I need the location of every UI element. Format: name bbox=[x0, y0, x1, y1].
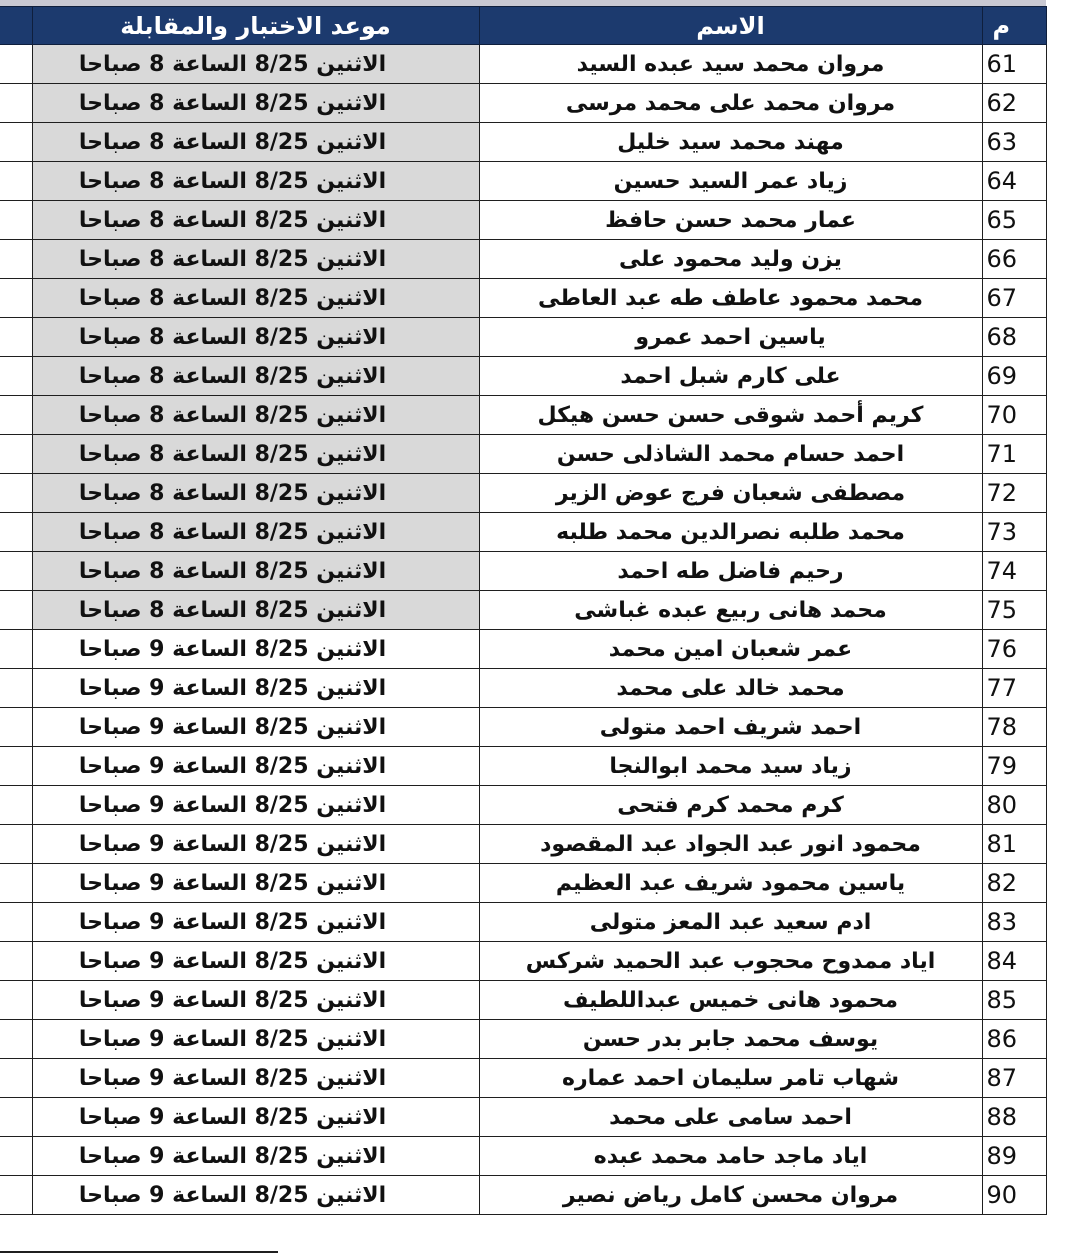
row-number: 83 bbox=[982, 903, 1046, 942]
exam-date: الاثنين 8/25 الساعة 8 صباحا bbox=[32, 435, 479, 474]
exam-date: الاثنين 8/25 الساعة 8 صباحا bbox=[32, 279, 479, 318]
exam-date: الاثنين 8/25 الساعة 8 صباحا bbox=[32, 123, 479, 162]
exam-date: الاثنين 8/25 الساعة 9 صباحا bbox=[32, 669, 479, 708]
row-number: 74 bbox=[982, 552, 1046, 591]
row-number: 84 bbox=[982, 942, 1046, 981]
extra-cell bbox=[0, 1176, 32, 1215]
exam-date: الاثنين 8/25 الساعة 9 صباحا bbox=[32, 825, 479, 864]
exam-date: الاثنين 8/25 الساعة 9 صباحا bbox=[32, 1176, 479, 1215]
table-row bbox=[0, 552, 1046, 591]
exam-date: الاثنين 8/25 الساعة 9 صباحا bbox=[32, 630, 479, 669]
table-row bbox=[0, 630, 1046, 669]
table-row bbox=[0, 591, 1046, 630]
row-number: 81 bbox=[982, 825, 1046, 864]
extra-cell bbox=[0, 591, 32, 630]
table-row bbox=[0, 942, 1046, 981]
extra-cell bbox=[0, 942, 32, 981]
exam-date: الاثنين 8/25 الساعة 8 صباحا bbox=[32, 45, 479, 84]
extra-cell bbox=[0, 552, 32, 591]
row-number: 77 bbox=[982, 669, 1046, 708]
extra-cell bbox=[0, 630, 32, 669]
row-number: 71 bbox=[982, 435, 1046, 474]
student-name: زياد عمر السيد حسين bbox=[479, 162, 982, 201]
exam-date: الاثنين 8/25 الساعة 9 صباحا bbox=[32, 1020, 479, 1059]
student-name: عمر شعبان امين محمد bbox=[479, 630, 982, 669]
table-row bbox=[0, 45, 1046, 84]
table-row bbox=[0, 1137, 1046, 1176]
table-row bbox=[0, 123, 1046, 162]
extra-cell bbox=[0, 1020, 32, 1059]
row-number: 67 bbox=[982, 279, 1046, 318]
student-name: محمود انور عبد الجواد عبد المقصود bbox=[479, 825, 982, 864]
exam-date: الاثنين 8/25 الساعة 8 صباحا bbox=[32, 162, 479, 201]
row-number: 76 bbox=[982, 630, 1046, 669]
exam-date: الاثنين 8/25 الساعة 9 صباحا bbox=[32, 1098, 479, 1137]
extra-cell bbox=[0, 84, 32, 123]
table-row bbox=[0, 357, 1046, 396]
extra-cell bbox=[0, 747, 32, 786]
extra-cell bbox=[0, 396, 32, 435]
extra-cell bbox=[0, 240, 32, 279]
row-number: 87 bbox=[982, 1059, 1046, 1098]
exam-date: الاثنين 8/25 الساعة 9 صباحا bbox=[32, 1137, 479, 1176]
student-name: مروان محمد على محمد مرسى bbox=[479, 84, 982, 123]
table-row bbox=[0, 201, 1046, 240]
table-row bbox=[0, 84, 1046, 123]
bottom-divider bbox=[0, 1251, 278, 1253]
row-number: 75 bbox=[982, 591, 1046, 630]
student-name: احمد سامى على محمد bbox=[479, 1098, 982, 1137]
student-name: محمد طلبه نصرالدين محمد طلبه bbox=[479, 513, 982, 552]
row-number: 72 bbox=[982, 474, 1046, 513]
row-number: 85 bbox=[982, 981, 1046, 1020]
extra-cell bbox=[0, 279, 32, 318]
header-name: الاسم bbox=[479, 7, 982, 45]
student-name: كرم محمد كرم فتحى bbox=[479, 786, 982, 825]
table-row bbox=[0, 474, 1046, 513]
exam-date: الاثنين 8/25 الساعة 9 صباحا bbox=[32, 1059, 479, 1098]
extra-cell bbox=[0, 435, 32, 474]
exam-date: الاثنين 8/25 الساعة 8 صباحا bbox=[32, 474, 479, 513]
table-row bbox=[0, 981, 1046, 1020]
student-name: مروان محمد سيد عبده السيد bbox=[479, 45, 982, 84]
table-row bbox=[0, 1176, 1046, 1215]
table-row bbox=[0, 786, 1046, 825]
exam-date: الاثنين 8/25 الساعة 9 صباحا bbox=[32, 747, 479, 786]
student-name: يوسف محمد جابر بدر حسن bbox=[479, 1020, 982, 1059]
schedule-table bbox=[0, 6, 1047, 1215]
student-name: على كارم شبل احمد bbox=[479, 357, 982, 396]
row-number: 79 bbox=[982, 747, 1046, 786]
table-row bbox=[0, 279, 1046, 318]
extra-cell bbox=[0, 864, 32, 903]
exam-date: الاثنين 8/25 الساعة 8 صباحا bbox=[32, 513, 479, 552]
student-name: ادم سعيد عبد المعز متولى bbox=[479, 903, 982, 942]
table-row bbox=[0, 396, 1046, 435]
row-number: 65 bbox=[982, 201, 1046, 240]
row-number: 86 bbox=[982, 1020, 1046, 1059]
exam-date: الاثنين 8/25 الساعة 8 صباحا bbox=[32, 591, 479, 630]
row-number: 73 bbox=[982, 513, 1046, 552]
exam-date: الاثنين 8/25 الساعة 8 صباحا bbox=[32, 396, 479, 435]
student-name: شهاب تامر سليمان احمد عماره bbox=[479, 1059, 982, 1098]
table-row bbox=[0, 708, 1046, 747]
exam-date: الاثنين 8/25 الساعة 8 صباحا bbox=[32, 240, 479, 279]
extra-cell bbox=[0, 825, 32, 864]
extra-cell bbox=[0, 45, 32, 84]
student-name: مصطفى شعبان فرج عوض الزير bbox=[479, 474, 982, 513]
student-name: محمد محمود عاطف طه عبد العاطى bbox=[479, 279, 982, 318]
row-number: 78 bbox=[982, 708, 1046, 747]
student-name: عمار محمد حسن حافظ bbox=[479, 201, 982, 240]
row-number: 82 bbox=[982, 864, 1046, 903]
extra-cell bbox=[0, 201, 32, 240]
student-name: ياسين احمد عمرو bbox=[479, 318, 982, 357]
header-extra-cell bbox=[0, 7, 32, 45]
table-row bbox=[0, 825, 1046, 864]
student-name: مروان محسن كامل رياض نصير bbox=[479, 1176, 982, 1215]
table-row bbox=[0, 1098, 1046, 1137]
student-name: احمد حسام محمد الشاذلى حسن bbox=[479, 435, 982, 474]
exam-date: الاثنين 8/25 الساعة 9 صباحا bbox=[32, 981, 479, 1020]
exam-date: الاثنين 8/25 الساعة 9 صباحا bbox=[32, 903, 479, 942]
exam-date: الاثنين 8/25 الساعة 9 صباحا bbox=[32, 708, 479, 747]
extra-cell bbox=[0, 123, 32, 162]
extra-cell bbox=[0, 1137, 32, 1176]
table-row bbox=[0, 1059, 1046, 1098]
table-body bbox=[0, 45, 1046, 1215]
exam-date: الاثنين 8/25 الساعة 9 صباحا bbox=[32, 942, 479, 981]
student-name: محمد هانى ربيع عبده غباشى bbox=[479, 591, 982, 630]
row-number: 61 bbox=[982, 45, 1046, 84]
student-name: رحيم فاضل طه احمد bbox=[479, 552, 982, 591]
table-row bbox=[0, 162, 1046, 201]
extra-cell bbox=[0, 786, 32, 825]
exam-date: الاثنين 8/25 الساعة 8 صباحا bbox=[32, 84, 479, 123]
extra-cell bbox=[0, 162, 32, 201]
row-number: 64 bbox=[982, 162, 1046, 201]
header-date: موعد الاختبار والمقابلة bbox=[32, 7, 479, 45]
row-number: 90 bbox=[982, 1176, 1046, 1215]
student-name: محمود هانى خميس عبداللطيف bbox=[479, 981, 982, 1020]
extra-cell bbox=[0, 708, 32, 747]
extra-cell bbox=[0, 981, 32, 1020]
exam-date: الاثنين 8/25 الساعة 8 صباحا bbox=[32, 318, 479, 357]
table-row bbox=[0, 747, 1046, 786]
row-number: 89 bbox=[982, 1137, 1046, 1176]
row-number: 88 bbox=[982, 1098, 1046, 1137]
header-number: م bbox=[982, 7, 1046, 45]
table-row bbox=[0, 435, 1046, 474]
table-row bbox=[0, 240, 1046, 279]
extra-cell bbox=[0, 1098, 32, 1137]
student-name: محمد خالد على محمد bbox=[479, 669, 982, 708]
extra-cell bbox=[0, 513, 32, 552]
exam-date: الاثنين 8/25 الساعة 8 صباحا bbox=[32, 552, 479, 591]
table-row bbox=[0, 669, 1046, 708]
table-row bbox=[0, 318, 1046, 357]
header-row bbox=[0, 7, 1046, 45]
row-number: 69 bbox=[982, 357, 1046, 396]
extra-cell bbox=[0, 357, 32, 396]
extra-cell bbox=[0, 903, 32, 942]
student-name: اياد ممدوح محجوب عبد الحميد شركس bbox=[479, 942, 982, 981]
student-name: اياد ماجد حامد محمد عبده bbox=[479, 1137, 982, 1176]
extra-cell bbox=[0, 1059, 32, 1098]
student-name: كريم أحمد شوقى حسن حسن هيكل bbox=[479, 396, 982, 435]
extra-cell bbox=[0, 318, 32, 357]
row-number: 68 bbox=[982, 318, 1046, 357]
student-name: مهند محمد سيد خليل bbox=[479, 123, 982, 162]
table-row bbox=[0, 864, 1046, 903]
exam-date: الاثنين 8/25 الساعة 9 صباحا bbox=[32, 786, 479, 825]
table-row bbox=[0, 1020, 1046, 1059]
row-number: 66 bbox=[982, 240, 1046, 279]
student-name: احمد شريف احمد متولى bbox=[479, 708, 982, 747]
table-row bbox=[0, 513, 1046, 552]
student-name: ياسين محمود شريف عبد العظيم bbox=[479, 864, 982, 903]
row-number: 70 bbox=[982, 396, 1046, 435]
student-name: يزن وليد محمود على bbox=[479, 240, 982, 279]
exam-date: الاثنين 8/25 الساعة 8 صباحا bbox=[32, 201, 479, 240]
extra-cell bbox=[0, 669, 32, 708]
row-number: 63 bbox=[982, 123, 1046, 162]
exam-date: الاثنين 8/25 الساعة 9 صباحا bbox=[32, 864, 479, 903]
student-name: زياد سيد محمد ابوالنجا bbox=[479, 747, 982, 786]
table-row bbox=[0, 903, 1046, 942]
row-number: 62 bbox=[982, 84, 1046, 123]
extra-cell bbox=[0, 474, 32, 513]
row-number: 80 bbox=[982, 786, 1046, 825]
exam-date: الاثنين 8/25 الساعة 8 صباحا bbox=[32, 357, 479, 396]
